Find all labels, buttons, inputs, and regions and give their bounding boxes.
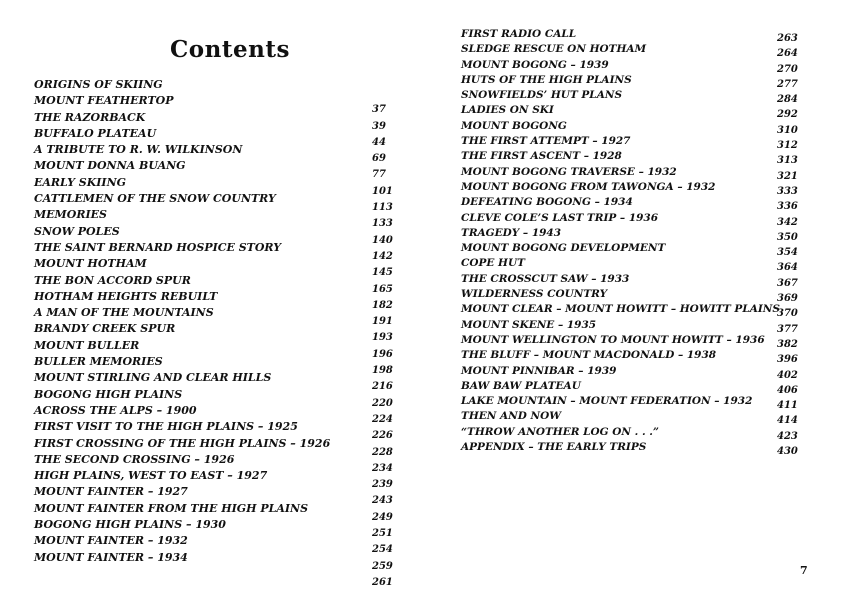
toc-entry: [34, 240, 394, 262]
toc-entry-title: WILDERNESS COUNTRY: [461, 288, 608, 301]
toc-entry-title: HOTHAM HEIGHTS REBUILT: [34, 289, 218, 303]
toc-entry-page-number: 370: [777, 308, 798, 320]
toc-entry: [461, 425, 801, 440]
toc-entry-title: FIRST VISIT TO THE HIGH PLAINS – 1925: [34, 420, 298, 434]
toc-entry-title: “THROW ANOTHER LOG ON . . .”: [461, 425, 659, 438]
toc-entry-title: BOGONG HIGH PLAINS – 1930: [34, 518, 226, 532]
toc-entry-page-number: 277: [777, 78, 798, 90]
toc-entry: [461, 409, 801, 427]
toc-entry-page-number: 423: [777, 430, 798, 442]
toc-entry: [461, 241, 801, 259]
toc-entry: [461, 226, 801, 241]
toc-entry: [34, 175, 394, 197]
toc-entry-page-number: 310: [777, 124, 798, 136]
toc-entry: [461, 165, 801, 180]
toc-entry-title: MOUNT BOGONG: [461, 119, 567, 132]
toc-entry: [461, 42, 801, 60]
toc-entry: [34, 142, 394, 165]
toc-entry-title: MOUNT FEATHERTOP: [34, 94, 174, 108]
toc-entry-page-number: 263: [777, 33, 798, 44]
toc-entry-title: THE BLUFF – MOUNT MACDONALD – 1938: [461, 349, 717, 362]
toc-entry-title: THE FIRST ATTEMPT – 1927: [461, 135, 631, 148]
toc-entry-page-number: 220: [372, 397, 393, 409]
toc-entry-page-number: 382: [777, 338, 798, 350]
toc-entry: [461, 73, 801, 88]
toc-entry-page-number: 191: [372, 316, 393, 328]
toc-entry-title: THEN AND NOW: [461, 410, 562, 423]
toc-entry: [461, 88, 801, 106]
toc-entry-title: THE SAINT BERNARD HOSPICE STORY: [34, 240, 282, 254]
toc-entry-page-number: 196: [372, 348, 393, 360]
toc-entry-page-number: 39: [372, 120, 386, 132]
toc-entry: [34, 110, 394, 132]
toc-entry-title: MOUNT FAINTER FROM THE HIGH PLAINS: [34, 501, 309, 515]
toc-entry-page-number: 239: [372, 479, 393, 491]
toc-entry-title: CLEVE COLE’S LAST TRIP – 1936: [461, 211, 659, 224]
toc-entry-page-number: 249: [372, 511, 393, 523]
toc-entry: [34, 321, 394, 344]
toc-entry: [34, 207, 394, 230]
toc-entry-page-number: 364: [777, 262, 798, 274]
toc-entry-title: MOUNT CLEAR – MOUNT HOWITT – HOWITT PLAINS: [461, 303, 780, 316]
toc-entry: [34, 354, 394, 377]
toc-entry-title: ORIGINS OF SKIING: [34, 78, 163, 91]
toc-entry: [34, 403, 394, 425]
toc-entry-title: MOUNT BOGONG FROM TAWONGA – 1932: [461, 180, 716, 193]
toc-entry-page-number: 198: [372, 365, 393, 377]
toc-entry: [34, 484, 394, 507]
toc-entry-page-number: 165: [372, 283, 393, 295]
toc-entry: [461, 256, 801, 274]
toc-entry-page-number: 113: [372, 202, 393, 214]
toc-entry-page-number: 142: [372, 250, 393, 262]
toc-entry-title: THE BON ACCORD SPUR: [34, 273, 191, 287]
toc-entry-page-number: 270: [777, 63, 798, 75]
toc-entry-page-number: 264: [777, 48, 798, 60]
toc-entry: [34, 501, 394, 523]
toc-entry-page-number: 313: [777, 155, 798, 167]
toc-entry-title: HUTS OF THE HIGH PLAINS: [461, 73, 632, 86]
toc-entry-page-number: 77: [372, 169, 386, 181]
toc-entry-title: MOUNT FAINTER – 1932: [34, 534, 188, 548]
toc-entry-title: MOUNT DONNA BUANG: [34, 159, 186, 173]
toc-entry-page-number: 333: [777, 185, 798, 197]
toc-entry-title: SNOW POLES: [34, 224, 120, 238]
toc-entry-title: MOUNT HOTHAM: [34, 257, 147, 271]
toc-entry: [34, 452, 394, 474]
toc-entry: [34, 533, 394, 556]
toc-entry: [461, 149, 801, 167]
toc-entry: [34, 224, 394, 246]
toc-entry-page-number: 259: [372, 560, 393, 572]
toc-entry: [461, 333, 801, 348]
toc-entry: [34, 305, 394, 328]
toc-entry-title: A TRIBUTE TO R. W. WILKINSON: [34, 143, 243, 157]
toc-entry-page-number: 292: [777, 109, 798, 121]
toc-entry-title: BULLER MEMORIES: [34, 355, 163, 369]
toc-entry-page-number: 140: [372, 234, 393, 246]
toc-entry: [461, 364, 801, 379]
toc-entry-title: SNOWFIELDS’ HUT PLANS: [461, 89, 623, 102]
toc-entry-page-number: 44: [372, 136, 386, 148]
toc-entry: [34, 419, 394, 442]
toc-entry: [461, 103, 801, 121]
toc-entry: [34, 273, 394, 295]
toc-entry-title: MOUNT SKENE – 1935: [461, 318, 597, 331]
toc-entry: [34, 436, 394, 458]
toc-entry-title: BAW BAW PLATEAU: [461, 379, 581, 392]
toc-entry-title: BUFFALO PLATEAU: [34, 126, 157, 140]
toc-entry-title: FIRST RADIO CALL: [461, 28, 577, 40]
toc-entry-title: MOUNT PINNIBAR – 1939: [461, 364, 617, 377]
toc-entry-page-number: 37: [372, 104, 386, 116]
toc-entry-title: A MAN OF THE MOUNTAINS: [34, 306, 214, 320]
toc-entry-page-number: 145: [372, 267, 393, 279]
toc-entry-page-number: 342: [777, 216, 798, 228]
toc-entry-title: CATTLEMEN OF THE SNOW COUNTRY: [34, 192, 276, 206]
toc-entry-page-number: 430: [777, 446, 798, 458]
toc-entry-page-number: 369: [777, 293, 798, 305]
toc-entry-page-number: 312: [777, 140, 798, 152]
toc-entry: [461, 58, 801, 73]
toc-entry-page-number: 133: [372, 218, 393, 230]
toc-entry-page-number: 254: [372, 544, 393, 556]
toc-entry: [461, 318, 801, 333]
toc-entry: [34, 256, 394, 279]
toc-entry-title: FIRST CROSSING OF THE HIGH PLAINS – 1926: [34, 436, 331, 450]
toc-entry-page-number: 182: [372, 299, 393, 311]
toc-entry-title: THE RAZORBACK: [34, 110, 146, 124]
page-title: Contents: [170, 36, 290, 63]
toc-entry-page-number: 251: [372, 528, 393, 540]
toc-entry: [34, 550, 394, 572]
toc-entry: [34, 338, 394, 360]
toc-entry: [34, 77, 394, 93]
toc-entry: [461, 211, 801, 226]
toc-entry: [34, 387, 394, 409]
toc-entry-title: EARLY SKIING: [34, 175, 127, 189]
toc-entry-title: MOUNT BOGONG DEVELOPMENT: [461, 242, 666, 255]
toc-entry-page-number: 406: [777, 384, 798, 396]
toc-entry-title: BRANDY CREEK SPUR: [34, 322, 176, 336]
toc-entry-title: MOUNT BOGONG – 1939: [461, 58, 609, 71]
toc-entry: [34, 566, 394, 588]
toc-entry-title: MOUNT FAINTER – 1934: [34, 550, 188, 564]
toc-entry-title: MOUNT FAINTER – 1927: [34, 485, 188, 499]
toc-entry-page-number: 101: [372, 185, 393, 197]
toc-entry-page-number: 321: [777, 170, 798, 182]
toc-entry: [34, 370, 394, 393]
toc-entry-title: LADIES ON SKI: [461, 104, 554, 117]
toc-entry: [461, 348, 801, 366]
toc-entry-page-number: 396: [777, 354, 798, 366]
contents-right-column: [461, 27, 801, 458]
toc-entry: [461, 379, 801, 394]
toc-entry: [461, 287, 801, 305]
toc-entry: [34, 93, 394, 116]
toc-entry-title: BOGONG HIGH PLAINS: [34, 387, 183, 401]
toc-entry-title: MOUNT BULLER: [34, 338, 140, 352]
toc-entry-page-number: 411: [777, 400, 798, 412]
toc-entry-page-number: 354: [777, 247, 798, 259]
toc-entry: [461, 119, 801, 134]
toc-entry-title: DEFEATING BOGONG – 1934: [461, 196, 633, 209]
toc-entry-title: MOUNT STIRLING AND CLEAR HILLS: [34, 371, 272, 385]
toc-entry: [34, 126, 394, 148]
toc-entry-title: THE CROSSCUT SAW – 1933: [461, 272, 630, 285]
toc-entry-page-number: 414: [777, 415, 798, 427]
toc-entry-title: THE SECOND CROSSING – 1926: [34, 452, 235, 466]
toc-entry-page-number: 216: [372, 381, 393, 393]
toc-entry-page-number: 69: [372, 153, 386, 165]
toc-entry-page-number: 224: [372, 413, 393, 425]
toc-entry-title: HIGH PLAINS, WEST TO EAST – 1927: [34, 469, 268, 483]
toc-entry-page-number: 234: [372, 462, 393, 474]
toc-entry-page-number: 226: [372, 430, 393, 442]
toc-entry: [34, 468, 394, 491]
toc-entry-title: MOUNT BOGONG TRAVERSE – 1932: [461, 165, 677, 178]
toc-entry: [461, 272, 801, 287]
toc-entry: [34, 289, 394, 311]
toc-entry-page-number: 377: [777, 323, 798, 335]
toc-entry: [34, 517, 394, 540]
toc-entry-page-number: 336: [777, 201, 798, 213]
toc-entry-page-number: 367: [777, 277, 798, 289]
toc-entry-page-number: 193: [372, 332, 393, 344]
toc-entry: [461, 180, 801, 195]
toc-entry: [461, 27, 801, 42]
toc-entry-title: MOUNT WELLINGTON TO MOUNT HOWITT – 1936: [461, 333, 765, 346]
toc-entry-title: LAKE MOUNTAIN – MOUNT FEDERATION – 1932: [461, 395, 753, 408]
toc-entry-title: SLEDGE RESCUE ON HOTHAM: [461, 43, 647, 56]
toc-entry: [461, 440, 801, 458]
toc-entry: [461, 134, 801, 152]
toc-entry: [461, 394, 801, 412]
toc-entry-page-number: 243: [372, 495, 393, 507]
toc-entry-page-number: 350: [777, 231, 798, 243]
toc-entry-page-number: 261: [372, 576, 393, 588]
toc-entry: [34, 158, 394, 181]
toc-entry-page-number: 284: [777, 94, 798, 106]
toc-entry: [461, 302, 801, 320]
toc-entry: [461, 195, 801, 213]
toc-entry-title: MEMORIES: [34, 208, 107, 222]
toc-entry-page-number: 402: [777, 369, 798, 381]
toc-entry-title: APPENDIX – THE EARLY TRIPS: [461, 441, 647, 454]
toc-entry: [34, 191, 394, 214]
contents-left-column: [34, 77, 394, 588]
toc-entry-title: COPE HUT: [461, 257, 525, 270]
page-number: 7: [800, 564, 808, 577]
toc-entry-page-number: 228: [372, 446, 393, 458]
toc-entry-title: ACROSS THE ALPS – 1900: [34, 403, 197, 417]
toc-entry-title: THE FIRST ASCENT – 1928: [461, 150, 622, 163]
toc-entry-title: TRAGEDY – 1943: [461, 226, 562, 239]
